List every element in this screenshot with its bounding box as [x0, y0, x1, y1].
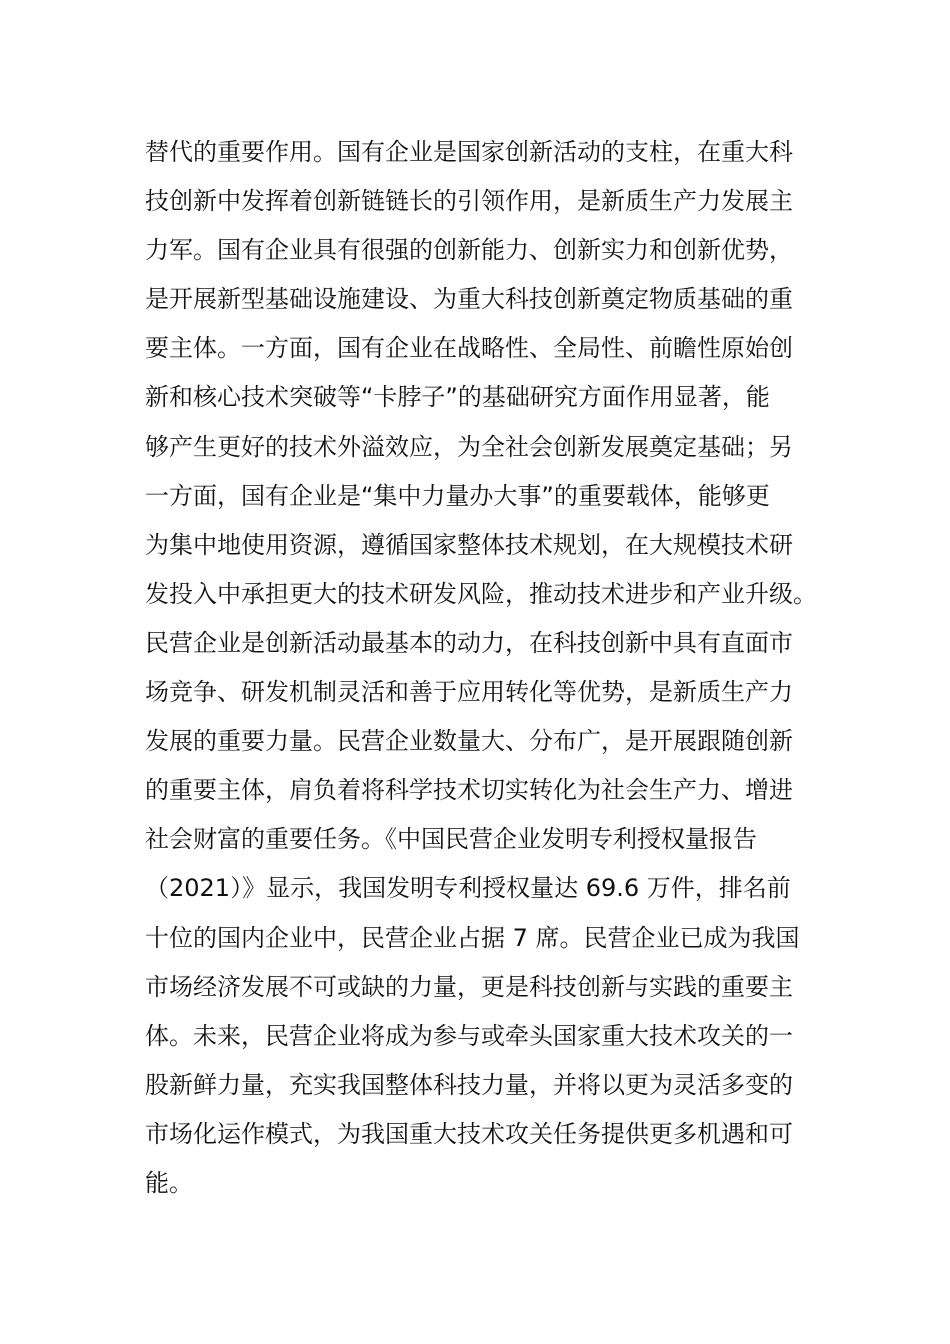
text-line: 发投入中承担更大的技术研发风险，推动技术进步和产业升级。 [145, 579, 817, 608]
text-line: 是开展新型基础设施建设、为重大科技创新奠定物质基础的重 [145, 285, 793, 314]
text-line: 场竞争、研发机制灵活和善于应用转化等优势，是新质生产力 [145, 678, 793, 707]
text-line: （2021）》显示，我国发明专利授权量达 69.6 万件，排名前 [145, 874, 791, 903]
text-line: 发展的重要力量。民营企业数量大、分布广，是开展跟随创新 [145, 727, 793, 756]
text-line: 社会财富的重要任务。《中国民营企业发明专利授权量报告 [145, 825, 757, 854]
text-line: 为集中地使用资源，遵循国家整体技术规划，在大规模技术研 [145, 530, 793, 559]
text-line: 的重要主体，肩负着将科学技术切实转化为社会生产力、增进 [145, 776, 793, 805]
body-text [145, 128, 825, 1208]
text-line: 民营企业是创新活动最基本的动力，在科技创新中具有直面市 [145, 628, 793, 657]
text-line: 股新鲜力量，充实我国整体科技力量，并将以更为灵活多变的 [145, 1070, 793, 1099]
text-line: 技创新中发挥着创新链链长的引领作用，是新质生产力发展主 [145, 187, 793, 216]
text-line: 新和核心技术突破等“卡脖子”的基础研究方面作用显著，能 [145, 383, 770, 412]
text-line: 够产生更好的技术外溢效应，为全社会创新发展奠定基础；另 [145, 432, 793, 461]
text-line: 替代的重要作用。国有企业是国家创新活动的支柱，在重大科 [145, 138, 793, 166]
text-line: 十位的国内企业中，民营企业占据 7 席。民营企业已成为我国 [145, 923, 800, 952]
text-line: 市场经济发展不可或缺的力量，更是科技创新与实践的重要主 [145, 972, 793, 1001]
text-line: 能。 [145, 1168, 193, 1197]
text-line: 体。未来，民营企业将成为参与或牵头国家重大技术攻关的一 [145, 1021, 793, 1050]
text-line: 要主体。一方面，国有企业在战略性、全局性、前瞻性原始创 [145, 334, 793, 363]
text-line: 力军。国有企业具有很强的创新能力、创新实力和创新优势， [145, 236, 793, 265]
text-line: 一方面，国有企业是“集中力量办大事”的重要载体，能够更 [145, 481, 770, 510]
text-line: 市场化运作模式，为我国重大技术攻关任务提供更多机遇和可 [145, 1119, 793, 1148]
